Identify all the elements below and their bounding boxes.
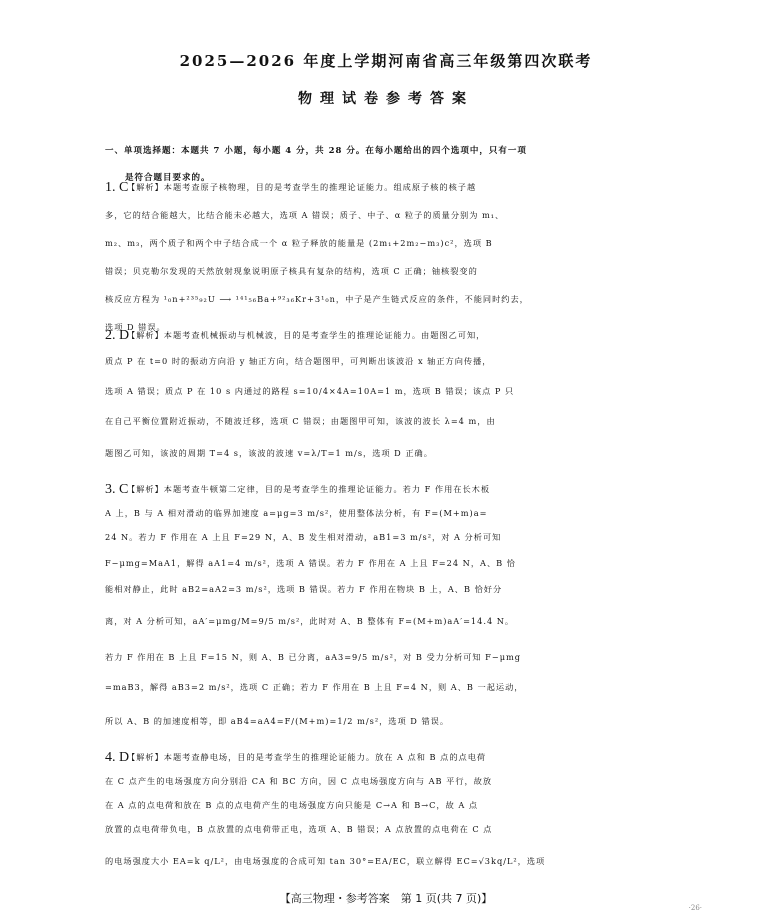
answer-line: 选项 A 错误；质点 P 在 10 s 内通过的路程 s=10/4×4A=10A=1 m，选项 B 错误；该点 P 只: [105, 386, 515, 396]
question-number: 3. C: [105, 482, 129, 497]
answer-line: 在 A 点的点电荷和放在 B 点的点电荷产生的电场强度方向只能是 C→A 和 B→C，故 A 点: [105, 800, 479, 810]
page-footer: 【高三物理・参考答案 第 1 页(共 7 页)】: [279, 892, 493, 905]
answer-line: 放置的点电荷带负电，B 点放置的点电荷带正电，选项 A、B 错误；A 点放置的点电荷在 C 点: [105, 824, 493, 834]
answer-line: A 上，B 与 A 相对滑动的临界加速度 a=μg=3 m/s²，使用整体法分析，有 F=(M+m)a=: [105, 508, 488, 518]
page-subtitle: 物理试卷参考答案: [298, 91, 474, 107]
answer-line: 在 C 点产生的电场强度方向分别沿 CA 和 BC 方向，因 C 点电场强度方向与 AB 平行，故放: [105, 776, 493, 786]
answer-line: 【解析】本题考查原子核物理，目的是考查学生的推理论证能力。组成原子核的核子越: [127, 182, 477, 192]
answer-line: =maB3，解得 aB3=2 m/s²，选项 C 正确；若力 F 作用在 B 上且 F=4 N，则 A、B 一起运动，: [105, 682, 524, 692]
corner-mark: ·26·: [688, 904, 702, 912]
answer-line: F−μmg=MaA1，解得 aA1=4 m/s²，选项 A 错误。若力 F 作用在 A 上且 F=24 N，A、B 恰: [105, 558, 516, 568]
answer-line: 错误；贝克勒尔发现的天然放射现象说明原子核具有复杂的结构，选项 C 正确；铀核裂变的: [105, 266, 478, 276]
answer-line: 的电场强度大小 EA=k q/L²，由电场强度的合成可知 tan 30°=EA/EC，联立解得 EC=√3kq/L²，选项: [105, 856, 546, 866]
question-number: 4. D: [105, 750, 130, 765]
answer-line: 【解析】本题考查牛顿第二定律，目的是考查学生的推理论证能力。若力 F 作用在长木板: [127, 484, 491, 494]
answer-line: m₂、m₃，两个质子和两个中子结合成一个 α 粒子释放的能量是 (2m₁+2m₂−m₃)c²，选项 B: [105, 238, 493, 248]
question-number: 2. D: [105, 328, 130, 343]
answer-line: 能相对静止，此时 aB2=aA2=3 m/s²，选项 B 错误。若力 F 作用在物块 B 上，A、B 恰好分: [105, 584, 503, 594]
answer-line: 多，它的结合能越大，比结合能未必越大，选项 A 错误；质子、中子、α 粒子的质量分别为 m₁、: [105, 210, 505, 220]
answer-line: 选项 D 错误。: [105, 322, 166, 332]
answer-line: 在自己平衡位置附近振动，不随波迁移，选项 C 错误；由题图甲可知，该波的波长 λ=4 m，由: [105, 416, 496, 426]
section-line: 一、单项选择题：本题共 7 小题，每小题 4 分，共 28 分。在每小题给出的四个选项中，只有一项: [105, 146, 527, 156]
answer-line: 若力 F 作用在 B 上且 F=15 N，则 A、B 已分离，aA3=9/5 m/s²，对 B 受力分析可知 F−μmg: [105, 652, 522, 662]
answer-line: 核反应方程为 ¹₀n+²³⁵₉₂U ⟶ ¹⁴¹₅₆Ba+⁹²₃₆Kr+3¹₀n，中子是产生链式反应的条件，不能同时约去，: [105, 294, 529, 304]
answer-line: 题图乙可知，该波的周期 T=4 s，该波的波速 v=λ/T=1 m/s，选项 D 正确。: [105, 448, 433, 458]
answer-line: 质点 P 在 t=0 时的振动方向沿 y 轴正方向，结合题图甲，可判断出该波沿 x 轴正方向传播，: [105, 356, 492, 366]
answer-line: 离，对 A 分析可知，aA′=μmg/M=9/5 m/s²，此时对 A、B 整体有 F=(M+m)aA′=14.4 N。: [105, 616, 515, 626]
section-line: 是符合题目要求的。: [125, 173, 211, 183]
question-number: 1. C: [105, 180, 129, 195]
answer-line: 所以 A、B 的加速度相等，即 aB4=aA4=F/(M+m)=1/2 m/s²，选项 D 错误。: [105, 716, 450, 726]
answer-line: 【解析】本题考查静电场，目的是考查学生的推理论证能力。放在 A 点和 B 点的点电荷: [127, 752, 487, 762]
page-title: 2025—2026 年度上学期河南省高三年级第四次联考: [179, 52, 593, 70]
answer-line: 24 N。若力 F 作用在 A 上且 F=29 N，A、B 发生相对滑动，aB1=3 m/s²，对 A 分析可知: [105, 532, 502, 542]
answer-line: 【解析】本题考查机械振动与机械波，目的是考查学生的推理论证能力。由题图乙可知，: [127, 330, 486, 340]
